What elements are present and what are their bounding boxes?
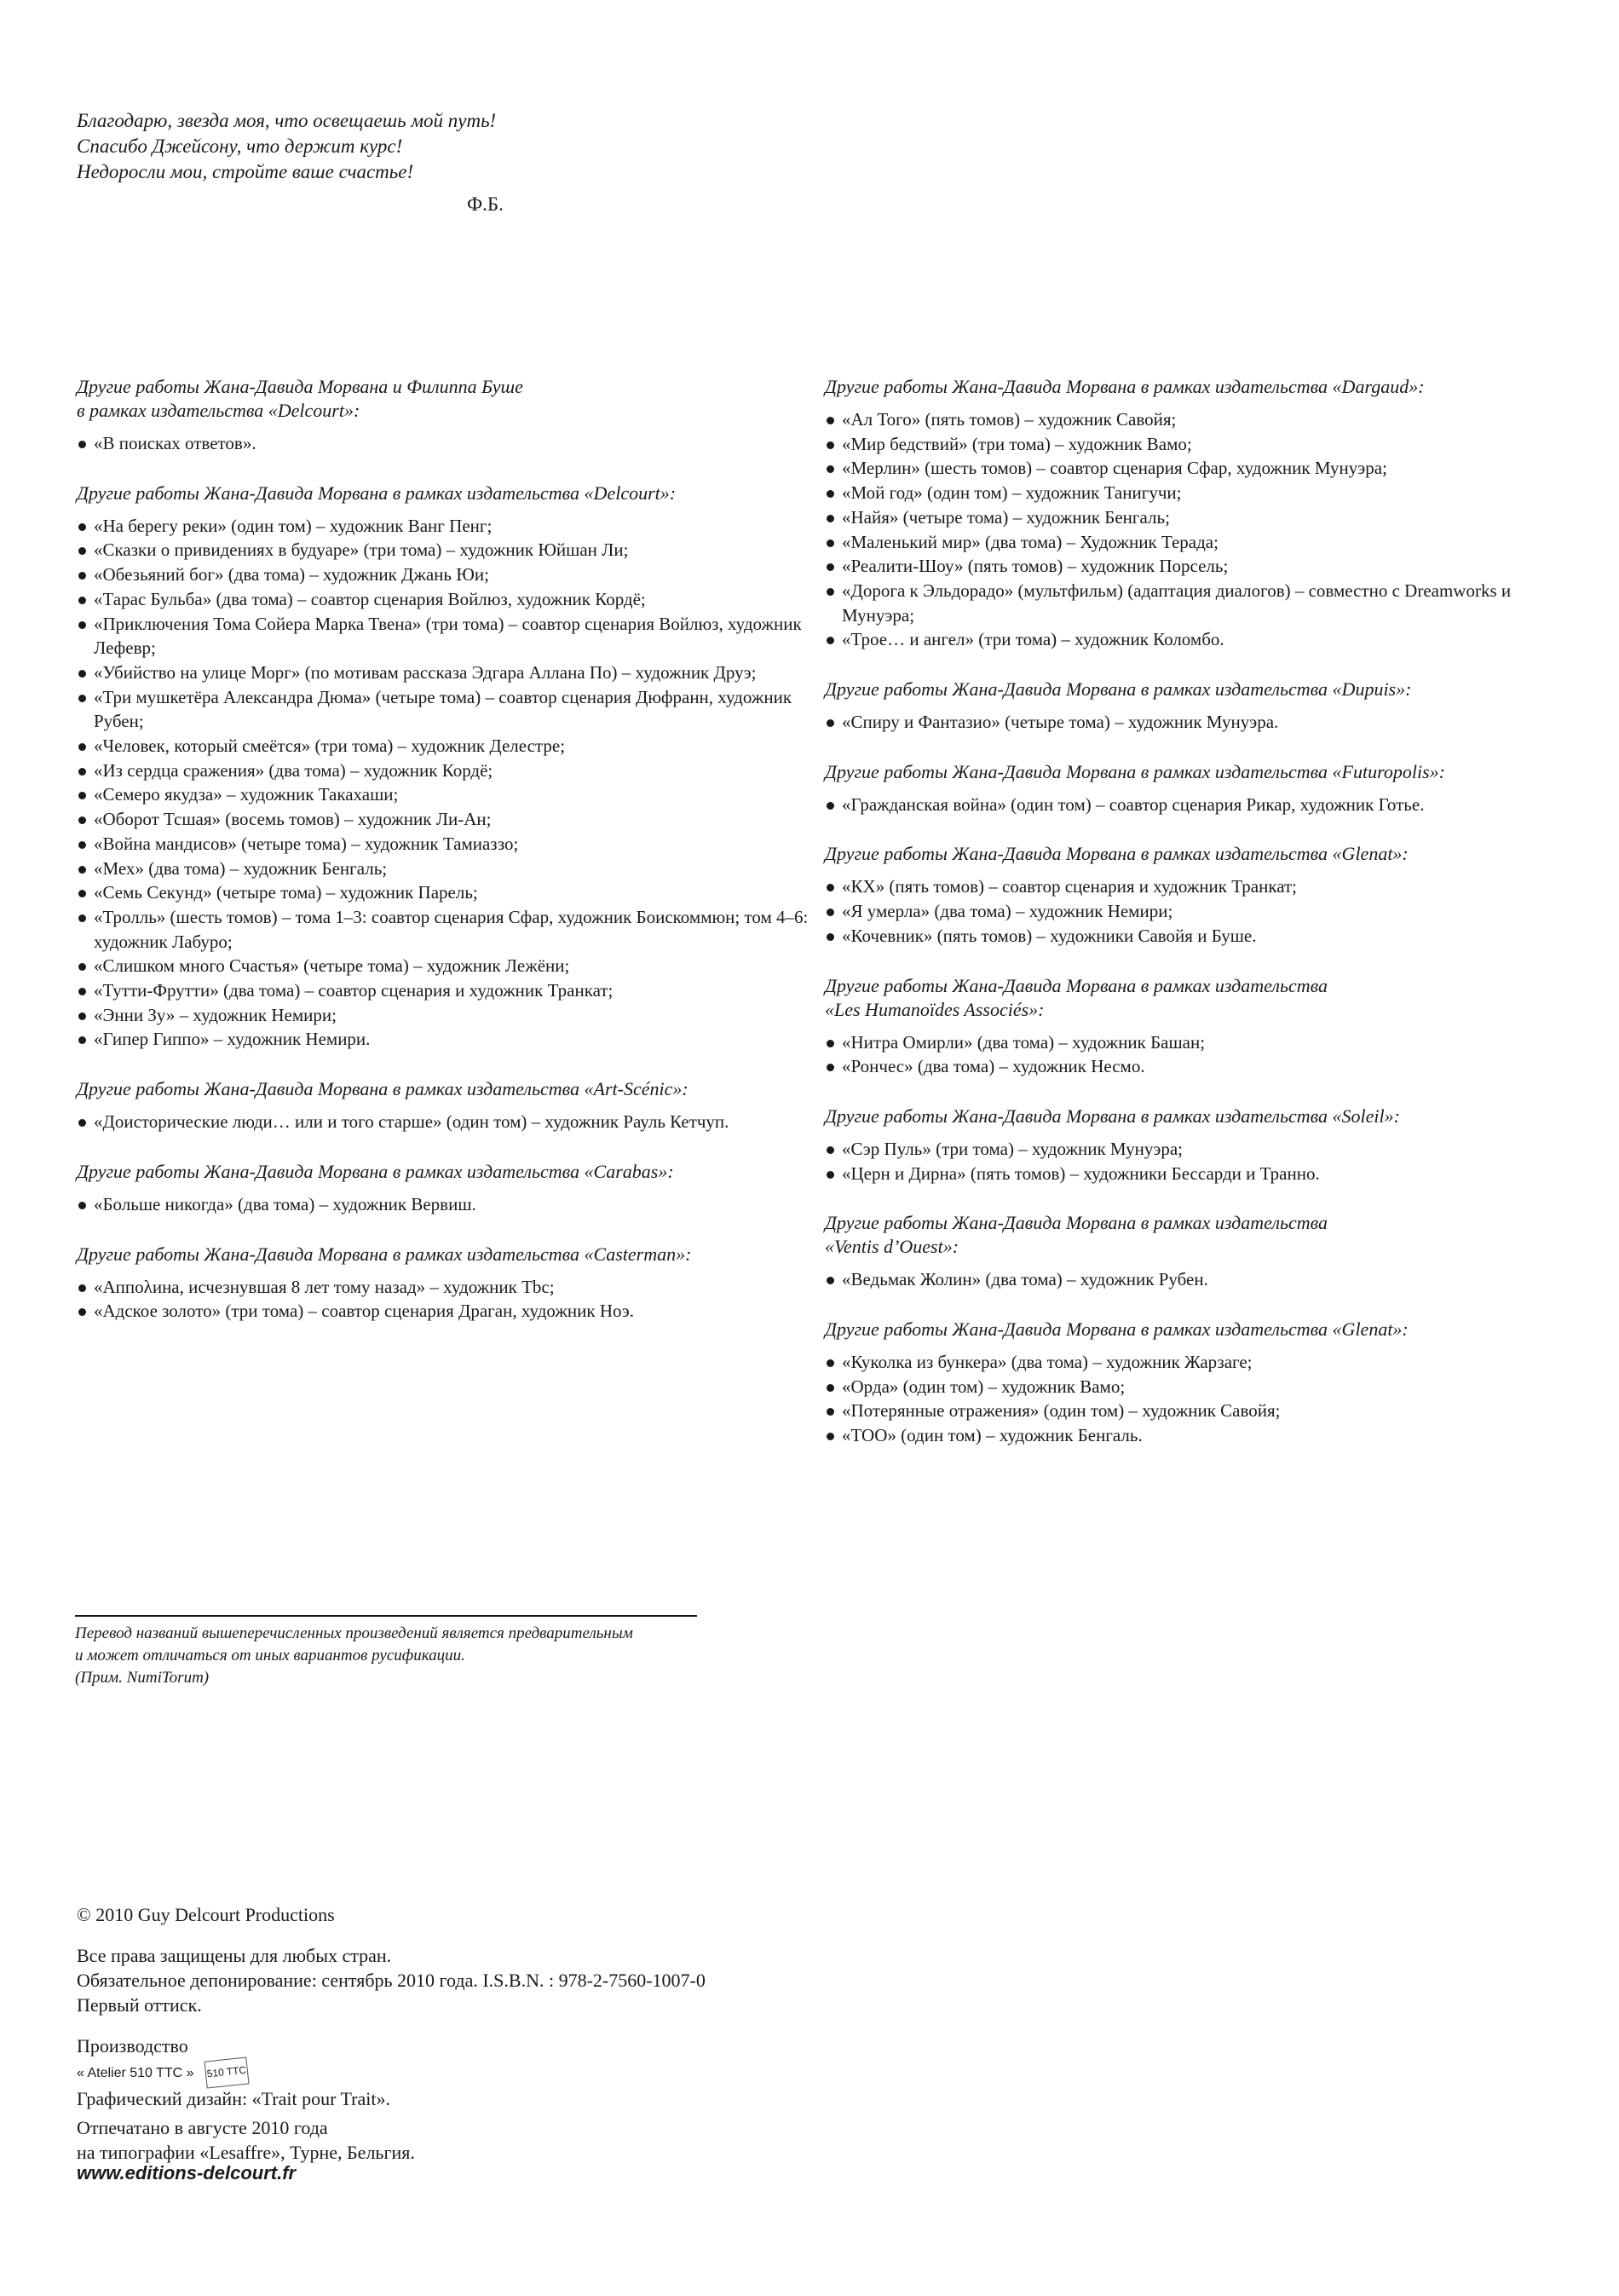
works-list-item: «Тутти-Фрутти» (два тома) – соавтор сценария и художник Транкат; bbox=[77, 978, 827, 1003]
works-list-item: «Мир бедствий» (три тома) – художник Вамо; bbox=[825, 432, 1575, 457]
section-title-text: Другие работы Жана-Давида Морвана в рамках издательства «Dargaud»: bbox=[825, 376, 1425, 397]
works-list-item: «Адское золото» (три тома) – соавтор сценария Драган, художник Ноэ. bbox=[77, 1299, 827, 1324]
works-list bbox=[77, 1110, 827, 1134]
works-list-item: «Спиру и Фантазио» (четыре тома) – художник Мунуэра. bbox=[825, 710, 1575, 735]
section-title-text: Другие работы Жана-Давида Морвана в рамках издательства «Casterman»: bbox=[77, 1243, 692, 1265]
works-list-item: «Гражданская война» (один том) – соавтор сценария Рикар, художник Готье. bbox=[825, 793, 1575, 817]
works-list-item: «Найя» (четыре тома) – художник Бенгаль; bbox=[825, 505, 1575, 530]
works-list bbox=[77, 1192, 827, 1217]
works-list-item: «Рончес» (два тома) – художник Несмо. bbox=[825, 1054, 1575, 1079]
works-list-item: «Мой год» (один том) – художник Танигучи; bbox=[825, 481, 1575, 505]
epigraph bbox=[77, 108, 496, 185]
works-list-item: «Нитра Омирли» (два тома) – художник Башан; bbox=[825, 1030, 1575, 1055]
section-subtitle: «Ventis d’Ouest»: bbox=[825, 1236, 959, 1258]
works-section bbox=[825, 375, 1575, 652]
section-title-text: Другие работы Жана-Давида Морвана в рамках издательства bbox=[825, 1212, 1328, 1234]
works-list-item: «Убийство на улице Морг» (по мотивам рассказа Эдгара Аллана По) – художник Друэ; bbox=[77, 661, 827, 685]
website-link[interactable]: www.editions-delcourt.fr bbox=[77, 2162, 297, 2184]
works-list-item: «Тролль» (шесть томов) – тома 1–3: соавтор сценария Сфар, художник Боискоммюн; том 4–6: художник Лабуро; bbox=[77, 905, 827, 954]
works-section bbox=[77, 482, 827, 1052]
works-list-item: «Дорога к Эльдорадо» (мультфильм) (адаптация диалогов) – совместно с Dreamworks и Мунуэра; bbox=[825, 579, 1575, 627]
epigraph-signature: Ф.Б. bbox=[467, 193, 504, 215]
epigraph-line: Благодарю, звезда моя, что освещаешь мой путь! bbox=[77, 110, 497, 131]
section-title-text: Другие работы Жана-Давида Морвана в рамках издательства «Glenat»: bbox=[825, 1318, 1409, 1341]
works-section bbox=[77, 1160, 827, 1217]
works-list-item: «КХ» (пять томов) – соавтор сценария и художник Транкат; bbox=[825, 874, 1575, 899]
works-list bbox=[77, 1275, 827, 1324]
section-title-text: Другие работы Жана-Давида Морвана в рамках издательства «Soleil»: bbox=[825, 1105, 1400, 1127]
works-list-item: «Приключения Тома Сойера Марка Твена» (три тома) – соавтор сценария Войлюз, художник Лефевр; bbox=[77, 612, 827, 661]
works-list-item: «Потерянные отражения» (один том) – художник Савойя; bbox=[825, 1399, 1575, 1423]
works-list bbox=[77, 514, 827, 1052]
section-title bbox=[825, 760, 1575, 784]
works-list bbox=[825, 874, 1575, 948]
section-title-text: Другие работы Жана-Давида Морвана в рамках издательства «Futuropolis»: bbox=[825, 760, 1445, 782]
printed-line: на типографии «Lesaffre», Турне, Бельгия. bbox=[77, 2142, 415, 2163]
works-list-item: «Ал Того» (пять томов) – художник Савойя; bbox=[825, 407, 1575, 432]
footnote-line: и может отличаться от иных вариантов русификации. bbox=[75, 1647, 465, 1664]
section-title bbox=[825, 842, 1575, 866]
section-title bbox=[77, 1243, 827, 1266]
works-list bbox=[825, 1267, 1575, 1292]
works-list-item: «Орда» (один том) – художник Вамо; bbox=[825, 1375, 1575, 1399]
studio-logo: « Atelier 510 TTC » bbox=[77, 2066, 194, 2080]
rights-block bbox=[77, 1943, 706, 2017]
section-title bbox=[825, 974, 1575, 1022]
works-list bbox=[825, 1030, 1575, 1079]
section-subtitle: в рамках издательства «Delcourt»: bbox=[77, 400, 360, 421]
works-list-item: «Слишком много Счастья» (четыре тома) – художник Лежёни; bbox=[77, 954, 827, 978]
works-list-item: «Человек, который смеётся» (три тома) – художник Делестре; bbox=[77, 734, 827, 759]
works-list bbox=[825, 793, 1575, 817]
works-list-item: «Семь Секунд» (четыре тома) – художник Парель; bbox=[77, 880, 827, 905]
printed-block bbox=[77, 2115, 415, 2165]
section-title bbox=[77, 375, 827, 423]
section-title bbox=[77, 1077, 827, 1101]
printed-line: Отпечатано в августе 2010 года bbox=[77, 2117, 328, 2138]
works-section bbox=[825, 1105, 1575, 1185]
works-list-item: «Гипер Гиппо» – художник Немири. bbox=[77, 1027, 827, 1052]
works-list-item: «Ведьмак Жолин» (два тома) – художник Рубен. bbox=[825, 1267, 1575, 1292]
studio-stamp-logo: 510 TTC bbox=[205, 2057, 250, 2088]
works-list-item: «Кочевник» (пять томов) – художники Савойя и Буше. bbox=[825, 924, 1575, 949]
works-list-item: «Я умерла» (два тома) – художник Немири; bbox=[825, 899, 1575, 924]
section-title-text: Другие работы Жана-Давида Морвана в рамках издательства «Dupuis»: bbox=[825, 678, 1412, 701]
works-list bbox=[825, 1350, 1575, 1448]
works-section bbox=[77, 1077, 827, 1134]
left-column bbox=[77, 375, 827, 1349]
works-list-item: «Семеро якудза» – художник Такахаши; bbox=[77, 782, 827, 807]
section-subtitle: «Les Humanoïdes Associés»: bbox=[825, 998, 1045, 1020]
works-section bbox=[825, 842, 1575, 948]
section-title bbox=[825, 678, 1575, 701]
works-list-item: «Три мушкетёра Александра Дюма» (четыре тома) – соавтор сценария Дюфранн, художник Рубен; bbox=[77, 685, 827, 734]
section-title bbox=[825, 1105, 1575, 1128]
translation-footnote bbox=[75, 1623, 633, 1689]
works-list-item: «Аппολина, исчезнувшая 8 лет тому назад» – художник Tbc; bbox=[77, 1275, 827, 1300]
works-list-item: «Обезьяний бог» (два тома) – художник Джань Юи; bbox=[77, 562, 827, 587]
works-list-item: «Доисторические люди… или и того старше» (один том) – художник Рауль Кетчуп. bbox=[77, 1110, 827, 1134]
works-list-item: «Война мандисов» (четыре тома) – художник Тамиаззо; bbox=[77, 832, 827, 857]
copyright: © 2010 Guy Delcourt Productions bbox=[77, 1904, 335, 1925]
footnote-line: (Прим. NumiTorum) bbox=[75, 1669, 210, 1687]
works-list-item: «Больше никогда» (два тома) – художник Вервиш. bbox=[77, 1192, 827, 1217]
section-title bbox=[77, 1160, 827, 1184]
section-title bbox=[825, 1318, 1575, 1341]
section-title-text: Другие работы Жана-Давида Морвана в рамках издательства «Art-Scénic»: bbox=[77, 1078, 689, 1100]
rights-line: Обязательное депонирование: сентябрь 2010 года. I.S.B.N. : 978-2-7560-1007-0 bbox=[77, 1970, 706, 1991]
works-list-item: «Маленький мир» (два тома) – Художник Терада; bbox=[825, 530, 1575, 555]
works-list-item: «Куколка из бункера» (два тома) – художник Жарзаге; bbox=[825, 1350, 1575, 1375]
section-title bbox=[825, 375, 1575, 399]
works-section bbox=[77, 1243, 827, 1324]
works-list-item: «Из сердца сражения» (два тома) – художник Кордё; bbox=[77, 759, 827, 783]
works-list bbox=[825, 710, 1575, 735]
works-list-item: «Трое… и ангел» (три тома) – художник Коломбо. bbox=[825, 627, 1575, 652]
footnote-divider bbox=[75, 1615, 697, 1617]
works-section bbox=[825, 760, 1575, 817]
works-list-item: «Тарас Бульба» (два тома) – соавтор сценария Войлюз, художник Кордё; bbox=[77, 587, 827, 612]
section-title-text: Другие работы Жана-Давида Морвана и Филиппа Буше bbox=[77, 376, 523, 397]
works-list-item: «Церн и Дирна» (пять томов) – художники Бессарди и Транно. bbox=[825, 1162, 1575, 1186]
section-title-text: Другие работы Жана-Давида Морвана в рамках издательства «Glenat»: bbox=[825, 843, 1409, 865]
footnote-line: Перевод названий вышеперечисленных произведений является предварительным bbox=[75, 1624, 633, 1642]
works-list-item: «ТОО» (один том) – художник Бенгаль. bbox=[825, 1423, 1575, 1448]
works-section bbox=[825, 1211, 1575, 1292]
works-list-item: «Энни Зу» – художник Немири; bbox=[77, 1003, 827, 1028]
section-title bbox=[77, 482, 827, 505]
section-title-text: Другие работы Жана-Давида Морвана в рамках издательства «Carabas»: bbox=[77, 1160, 674, 1182]
production-label: Производство bbox=[77, 2035, 188, 2057]
production-studio-row bbox=[77, 2058, 390, 2086]
works-list-item: «Мех» (два тома) – художник Бенгаль; bbox=[77, 857, 827, 881]
works-section bbox=[825, 678, 1575, 735]
works-list-item: «Сэр Пуль» (три тома) – художник Мунуэра; bbox=[825, 1137, 1575, 1162]
rights-line: Первый оттиск. bbox=[77, 1994, 202, 2016]
epigraph-line: Спасибо Джейсону, что держит курс! bbox=[77, 136, 403, 157]
works-list-item: «Реалити-Шоу» (пять томов) – художник Порсель; bbox=[825, 554, 1575, 579]
production-block bbox=[77, 2034, 390, 2111]
works-list-item: «Оборот Тсшая» (восемь томов) – художник Ли-Ан; bbox=[77, 807, 827, 832]
works-list bbox=[825, 407, 1575, 652]
rights-line: Все права защищены для любых стран. bbox=[77, 1945, 392, 1966]
works-list bbox=[825, 1137, 1575, 1185]
works-list-item: «На берегу реки» (один том) – художник Ванг Пенг; bbox=[77, 514, 827, 539]
section-title-text: Другие работы Жана-Давида Морвана в рамках издательства «Delcourt»: bbox=[77, 482, 677, 504]
section-title bbox=[825, 1211, 1575, 1259]
works-section bbox=[825, 1318, 1575, 1448]
right-column bbox=[825, 375, 1575, 1474]
works-list-item: «Сказки о привидениях в будуаре» (три тома) – художник Юйшан Ли; bbox=[77, 538, 827, 562]
works-list bbox=[77, 431, 827, 456]
section-title-text: Другие работы Жана-Давида Морвана в рамках издательства bbox=[825, 974, 1328, 996]
works-section bbox=[77, 375, 827, 456]
works-list-item: «Мерлин» (шесть томов) – соавтор сценария Сфар, художник Мунуэра; bbox=[825, 456, 1575, 481]
works-list-item: «В поисках ответов». bbox=[77, 431, 827, 456]
epigraph-line: Недоросли мои, стройте ваше счастье! bbox=[77, 161, 414, 182]
design-credit: Графический дизайн: «Trait pour Trait». bbox=[77, 2087, 390, 2109]
works-section bbox=[825, 974, 1575, 1079]
